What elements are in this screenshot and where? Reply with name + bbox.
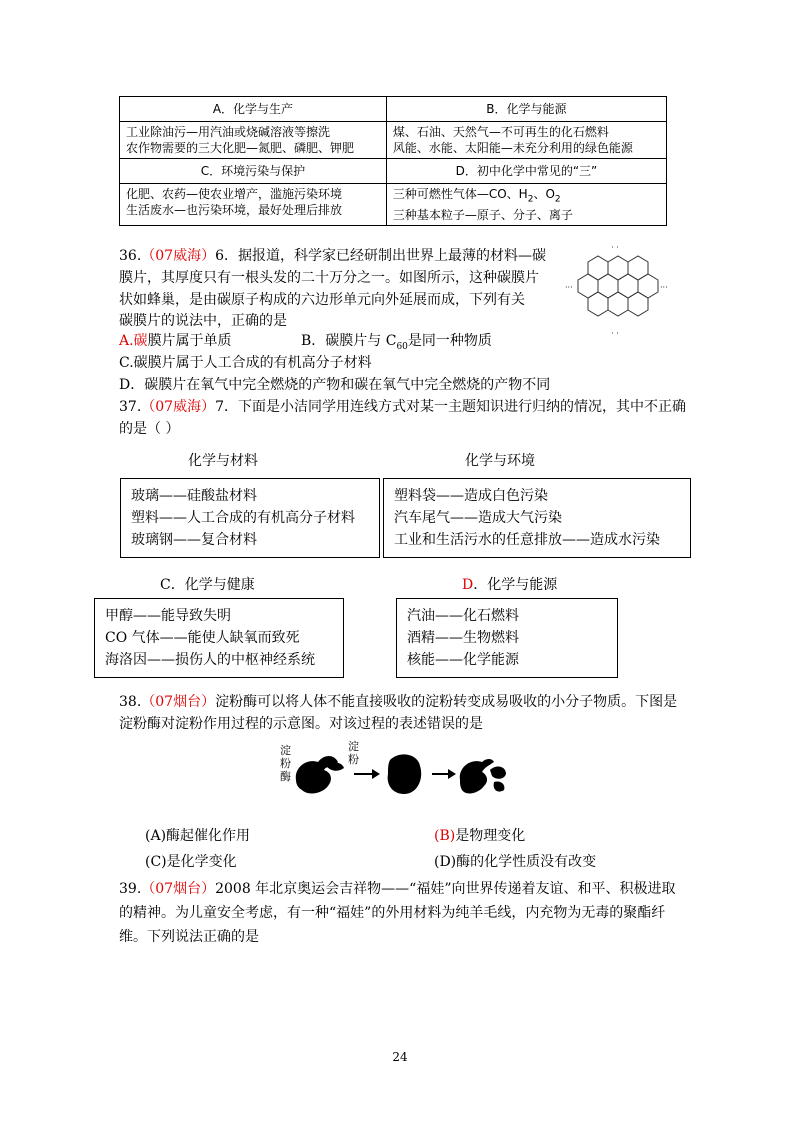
q36-option-a: A.碳膜片属于单质 bbox=[119, 333, 232, 349]
box-line: 核能——化学能源 bbox=[407, 652, 519, 668]
box-line: 甲醇——能导致失明 bbox=[105, 608, 231, 624]
box-line: 海洛因——损伤人的中枢神经系统 bbox=[105, 652, 315, 668]
cell-line: 化肥、农药—使农业增产，滥施污染环境 bbox=[126, 187, 343, 201]
box-b-environment bbox=[383, 478, 691, 558]
honeycomb-figure bbox=[560, 244, 670, 340]
arrow-icon bbox=[372, 769, 380, 779]
box-d-title: D．化学与能源 bbox=[462, 577, 558, 593]
q36-line2: 膜片，其厚度只有一根头发的二十万分之一。如图所示，这种碳膜片 bbox=[119, 270, 539, 286]
q39-line1: 39.（07烟台）2008 年北京奥运会吉祥物——“福娃”向世界传递着友谊、和平、积极进取 bbox=[119, 881, 676, 897]
cell-line: 工业除油污—用汽油或烧碱溶液等擦洗 bbox=[126, 125, 331, 139]
box-line: 工业和生活污水的任意排放——造成水污染 bbox=[394, 532, 660, 548]
box-line: 汽车尾气——造成大气污染 bbox=[394, 510, 562, 526]
summary-table bbox=[119, 96, 667, 226]
box-d-energy bbox=[396, 598, 618, 678]
box-line: 玻璃——硅酸盐材料 bbox=[131, 488, 257, 504]
cell-line: 风能、水能、太阳能—未充分利用的绿色能源 bbox=[392, 141, 633, 155]
box-line: 玻璃钢——复合材料 bbox=[131, 532, 257, 548]
q38-option-a: (A)酶起催化作用 bbox=[145, 828, 251, 844]
q36-option-b: B．碳膜片与 $C_{60}$是同一种物质 bbox=[301, 333, 492, 352]
q38-line2: 淀粉酶对淀粉作用过程的示意图。对该过程的表述错误的是 bbox=[119, 716, 483, 732]
box-a-materials bbox=[120, 478, 380, 558]
cell-line: 生活废水—也污染环境，最好处理后排放 bbox=[126, 203, 343, 217]
starch-label: 淀 粉 bbox=[348, 740, 359, 766]
cell-b-body bbox=[386, 122, 666, 159]
box-c-health bbox=[94, 598, 344, 678]
q36-option-c: C.碳膜片属于人工合成的有机高分子材料 bbox=[119, 355, 372, 371]
cell-b-title: B．化学与能源 bbox=[386, 97, 666, 122]
box-c-title: C．化学与健康 bbox=[160, 577, 255, 593]
q38-option-d: (D)酶的化学性质没有改变 bbox=[434, 854, 597, 870]
q37-line1: 37.（07威海）7．下面是小洁同学用连线方式对某一主题知识进行归纳的情况，其中不正确 bbox=[119, 399, 686, 415]
box-line: 酒精——生物燃料 bbox=[407, 630, 519, 646]
arrow-icon bbox=[448, 769, 456, 779]
cell-line: 三种基本粒子—原子、分子、离子 bbox=[392, 208, 573, 223]
q37-line2: 的是（ ） bbox=[119, 421, 180, 437]
box-line: 塑料袋——造成白色污染 bbox=[394, 488, 548, 504]
svg-text:···: ··· bbox=[660, 283, 668, 292]
box-line: 汽油——化石燃料 bbox=[407, 608, 519, 624]
svg-text:· ·: · · bbox=[611, 329, 619, 338]
q38-option-c: (C)是化学变化 bbox=[145, 854, 237, 870]
cell-c-title: C．环境污染与保护 bbox=[120, 159, 387, 184]
cell-c-body bbox=[120, 184, 387, 226]
cell-line: 煤、石油、天然气—不可再生的化石燃料 bbox=[392, 125, 609, 139]
cell-a-title: A．化学与生产 bbox=[120, 97, 387, 122]
cell-line: 农作物需要的三大化肥—氮肥、磷肥、钾肥 bbox=[126, 141, 355, 155]
q38-line1: 38.（07烟台）淀粉酶可以将人体不能直接吸收的淀粉转变成易吸收的小分子物质。下图是 bbox=[119, 694, 678, 710]
q39-line3: 维。下列说法正确的是 bbox=[119, 929, 259, 945]
box-line: CO 气体——能使人缺氧而致死 bbox=[105, 630, 300, 646]
svg-text:···: ··· bbox=[565, 283, 573, 292]
svg-text:· ·: · · bbox=[611, 244, 619, 252]
cell-d-title: D．初中化学中常见的“三” bbox=[386, 159, 666, 184]
q36-line3: 状如蜂巢，是由碳原子构成的六边形单元向外延展而成，下列有关 bbox=[119, 292, 525, 308]
box-line: 塑料——人工合成的有机高分子材料 bbox=[131, 510, 355, 526]
q38-option-b: (B)是物理变化 bbox=[434, 828, 526, 844]
box-a-title: 化学与材料 bbox=[188, 453, 258, 469]
q36-line1: 36.（07威海）6．据报道，科学家已经研制出世界上最薄的材料—碳 bbox=[119, 248, 546, 264]
enzyme-label: 淀 粉 酶 bbox=[280, 744, 291, 783]
cell-line: 三种可燃性气体—CO、$H_2$、$O_2$ bbox=[392, 187, 561, 205]
box-b-title: 化学与环境 bbox=[465, 453, 535, 469]
enzyme-process-svg bbox=[294, 748, 510, 800]
q36-option-d: D．碳膜片在氧气中完全燃烧的产物和碳在氧气中完全燃烧的产物不同 bbox=[119, 377, 551, 393]
q36-line4: 碳膜片的说法中，正确的是 bbox=[119, 313, 287, 329]
cell-a-body bbox=[120, 122, 387, 159]
page-number: 24 bbox=[392, 1050, 408, 1064]
q39-line2: 的精神。为儿童安全考虑，有一种“福娃”的外用材料为纯羊毛线，内充物为无毒的聚酯纤 bbox=[119, 905, 666, 921]
cell-d-body bbox=[386, 184, 666, 226]
enzyme-diagram bbox=[280, 740, 510, 800]
